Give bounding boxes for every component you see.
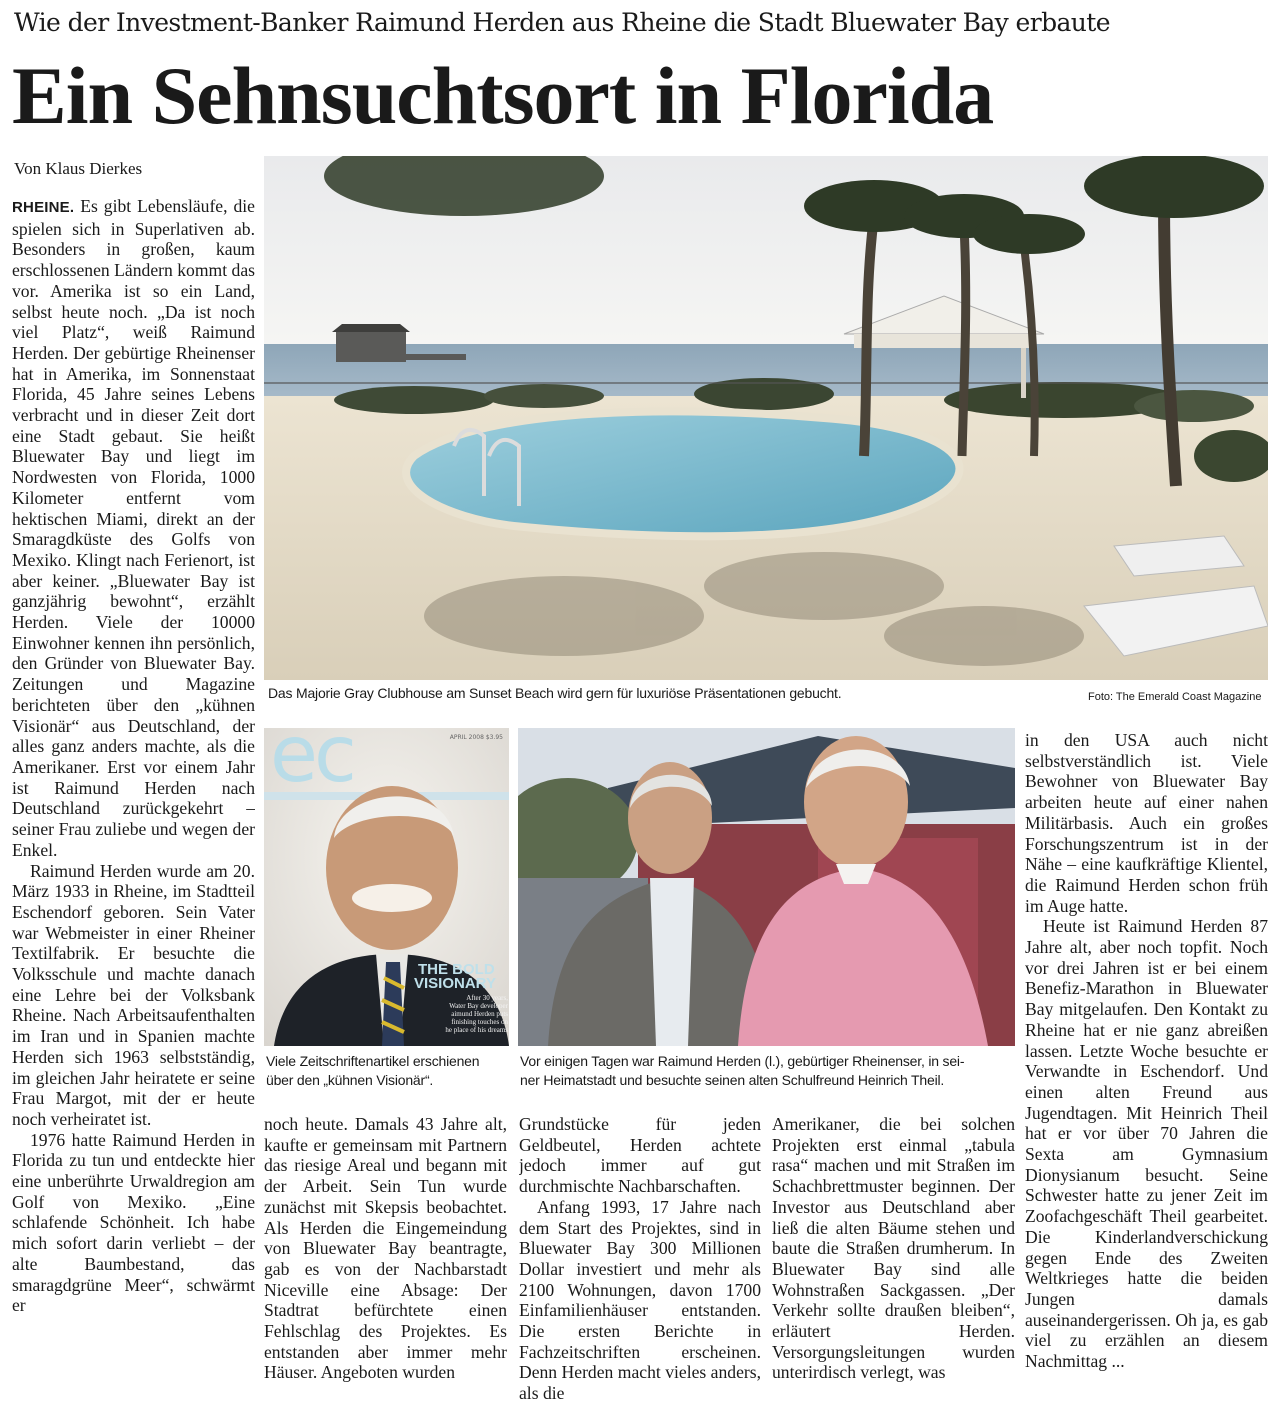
magazine-logo: ec [270, 728, 353, 800]
article-headline: Ein Sehnsuchtsort in Florida [12, 50, 994, 141]
article-kicker: Wie der Investment-Banker Raimund Herden aus Rheine die Stadt Bluewater Bay erbaute [14, 8, 1110, 37]
article-paragraph: Anfang 1993, 17 Jahre nach dem Start des Projektes, sind in Bluewater Bay 300 Millionen Dollar investiert und mehr als 2100 Wohnungen, davon 1700 Einfamilienhäuser entstanden. Die ersten Berichte in Fachzeitschriften erscheinen. Denn Herden macht vieles anders, als die [519, 1196, 761, 1404]
article-paragraph: 1976 hatte Raimund Herden in Florida zu tun und entdeckte hier eine unberührte Urwaldregion am Golf von Mexiko. „Eine schlafende Schönheit. Ich habe mich sofort darin verliebt – der alte Baumbestand, das smaragdgrüne Meer“, schwärmt er [12, 1129, 255, 1316]
dateline: RHEINE. [12, 199, 75, 216]
article-column-4 [772, 1114, 1015, 1404]
magazine-caption-line-2: über den „kühnen Visionär“. [266, 1072, 434, 1088]
magazine-issue: APRIL 2008 $3.95 [449, 734, 503, 741]
main-photo-caption: Das Majorie Gray Clubhouse am Sunset Beach wird gern für luxuriöse Präsentationen gebucht. [268, 685, 842, 701]
magazine-cover-text [432, 994, 508, 1034]
article-column-3 [519, 1114, 761, 1404]
article-column-1 [12, 196, 255, 1408]
article-paragraph: Raimund Herden wurde am 20. März 1933 in Rheine, im Stadtteil Eschendorf geboren. Sein Vater war Webmeister in einer Rheiner Textilfabrik. Er besuchte die Volksschule und machte danach eine Lehre bei der Volksbank Rheine. Nach Arbeitsaufenthalten im Iran und in Spanien machte Herden sich 1963 selbstständig, im gleichen Jahr heiratete er seine Frau Margot, mit der er heute noch verheiratet ist. [12, 860, 255, 1129]
article-paragraph: noch heute. Damals 43 Jahre alt, kaufte er gemeinsam mit Partnern das riesige Areal und begann mit der Arbeit. Sein Tun wurde zunächst mit Skepsis beobachtet. Als Herden die Eingemeindung von Bluewater Bay beantragte, gab es von der Nachbarstadt Niceville eine Absage: Der Stadtrat befürchtete einen Fehlschlag des Projektes. Es entstanden aber immer mehr Häuser. Angeboten wurden [264, 1114, 507, 1383]
article-paragraph: Grundstücke für jeden Geldbeutel, Herden achtete jedoch immer auf gut durchmischte Nachbarschaften. [519, 1114, 761, 1197]
article-paragraph: Amerikaner, die bei solchen Projekten erst einmal „tabula rasa“ machen und mit Straßen im Schachbrettmuster beginnen. Der Investor aus Deutschland aber ließ die alten Bäume stehen und baute die Straßen drumherum. In Bluewater Bay sind alle Wohnstraßen Sackgassen. „Der Verkehr sollte draußen bleiben“, erläutert Herden. Versorgungsleitungen wurden unterirdisch verlegt, was [772, 1114, 1015, 1383]
magazine-cover-title-1: THE BOLD [418, 961, 495, 978]
article-column-5 [1025, 730, 1268, 1408]
article-column-2 [264, 1114, 507, 1404]
article-byline: Von Klaus Dierkes [14, 159, 143, 178]
magazine-caption-line-1: Viele Zeitschriftenartikel erschienen [266, 1053, 480, 1069]
article-paragraph: Heute ist Raimund Herden 87 Jahre alt, aber noch topfit. Noch vor drei Jahren ist er bei einem Benefiz-Marathon in Bluewater Bay mitgelaufen. Den Kontakt zu Rheine hat er nie ganz abreißen lassen. Letzte Woche besuchte er Verwandte in Eschendorf. Und einen alten Freund aus Jugendtagen. Mit Heinrich Theil hat er vor über 70 Jahren die Sexta am Gymnasium Dionysianum besucht. Seine Schwester hatte zu jener Zeit im Zoofachgeschäft Theil gearbeitet. Die Kinderlandverschickung gegen Ende des Zweiten Weltkrieges hatte die beiden Jungen damals auseinandergerissen. Oh ja, es gab viel zu erzählen an diesem Nachmittag ... [1025, 916, 1268, 1372]
main-photo-credit: Foto: The Emerald Coast Magazine [1088, 691, 1262, 703]
magazine-cover-line: finishing touches on [451, 1018, 508, 1026]
friends-caption-line-2: ner Heimatstadt und besuchte seinen alten Schulfreund Heinrich Theil. [520, 1072, 945, 1088]
magazine-cover-line: aimund Herden puts [451, 1010, 508, 1018]
friends-caption-line-1: Vor einigen Tagen war Raimund Herden (l.), gebürtiger Rheinenser, in sei- [520, 1053, 965, 1069]
friends-photo [518, 728, 1015, 1046]
magazine-cover-line: he place of his dreams [445, 1026, 508, 1034]
paragraph-text: Es gibt Lebensläufe, die spielen sich in Superlativen ab. Besonders in großen, kaum erschlossenen Ländern kommt das vor. Amerika ist so ein Land, selbst heute noch. „Da ist noch viel Platz“, weiß Raimund Herden. Der gebürtige Rheinenser hat in Amerika, im Sonnenstaat Florida, 45 Jahre seines Lebens verbracht und in dieser Zeit dort eine Stadt gebaut. Sie heißt Bluewater Bay und liegt im Nordwesten von Florida, 1000 Kilometer entfernt vom hektischen Miami, direkt an der Smaragdküste des Golfs von Mexiko. Klingt nach Ferienort, ist aber keiner. „Bluewater Bay ist ganzjährig bewohnt“, erzählt Herden. Viele der 10000 Einwohner kennen ihn persönlich, den Gründer von Bluewater Bay. Zeitungen und Magazine berichteten über den „kühnen Visionär“ aus Deutschland, der alles ganz anders machte, als die Amerikaner. Erst vor einem Jahr ist Raimund Herden nach Deutschland zurückgekehrt – seiner Frau zuliebe und wegen der Enkel. [12, 196, 255, 860]
article-paragraph [12, 196, 255, 861]
article-paragraph: in den USA auch nicht selbstverständlich ist. Viele Bewohner von Bluewater Bay arbeiten heute auf einer nahen Militärbasis. Auch ein großes Forschungszentrum ist in der Nähe – eine kaufkräftige Klientel, die Raimund Herden schon früh im Auge hatte. [1025, 730, 1268, 916]
magazine-cover-photo [264, 728, 509, 1046]
main-photo-pool [264, 156, 1268, 680]
magazine-cover-line: After 30 years, [466, 994, 508, 1002]
magazine-cover-line: Water Bay developer [449, 1002, 508, 1010]
magazine-cover-title-2: VISIONARY [414, 975, 496, 992]
